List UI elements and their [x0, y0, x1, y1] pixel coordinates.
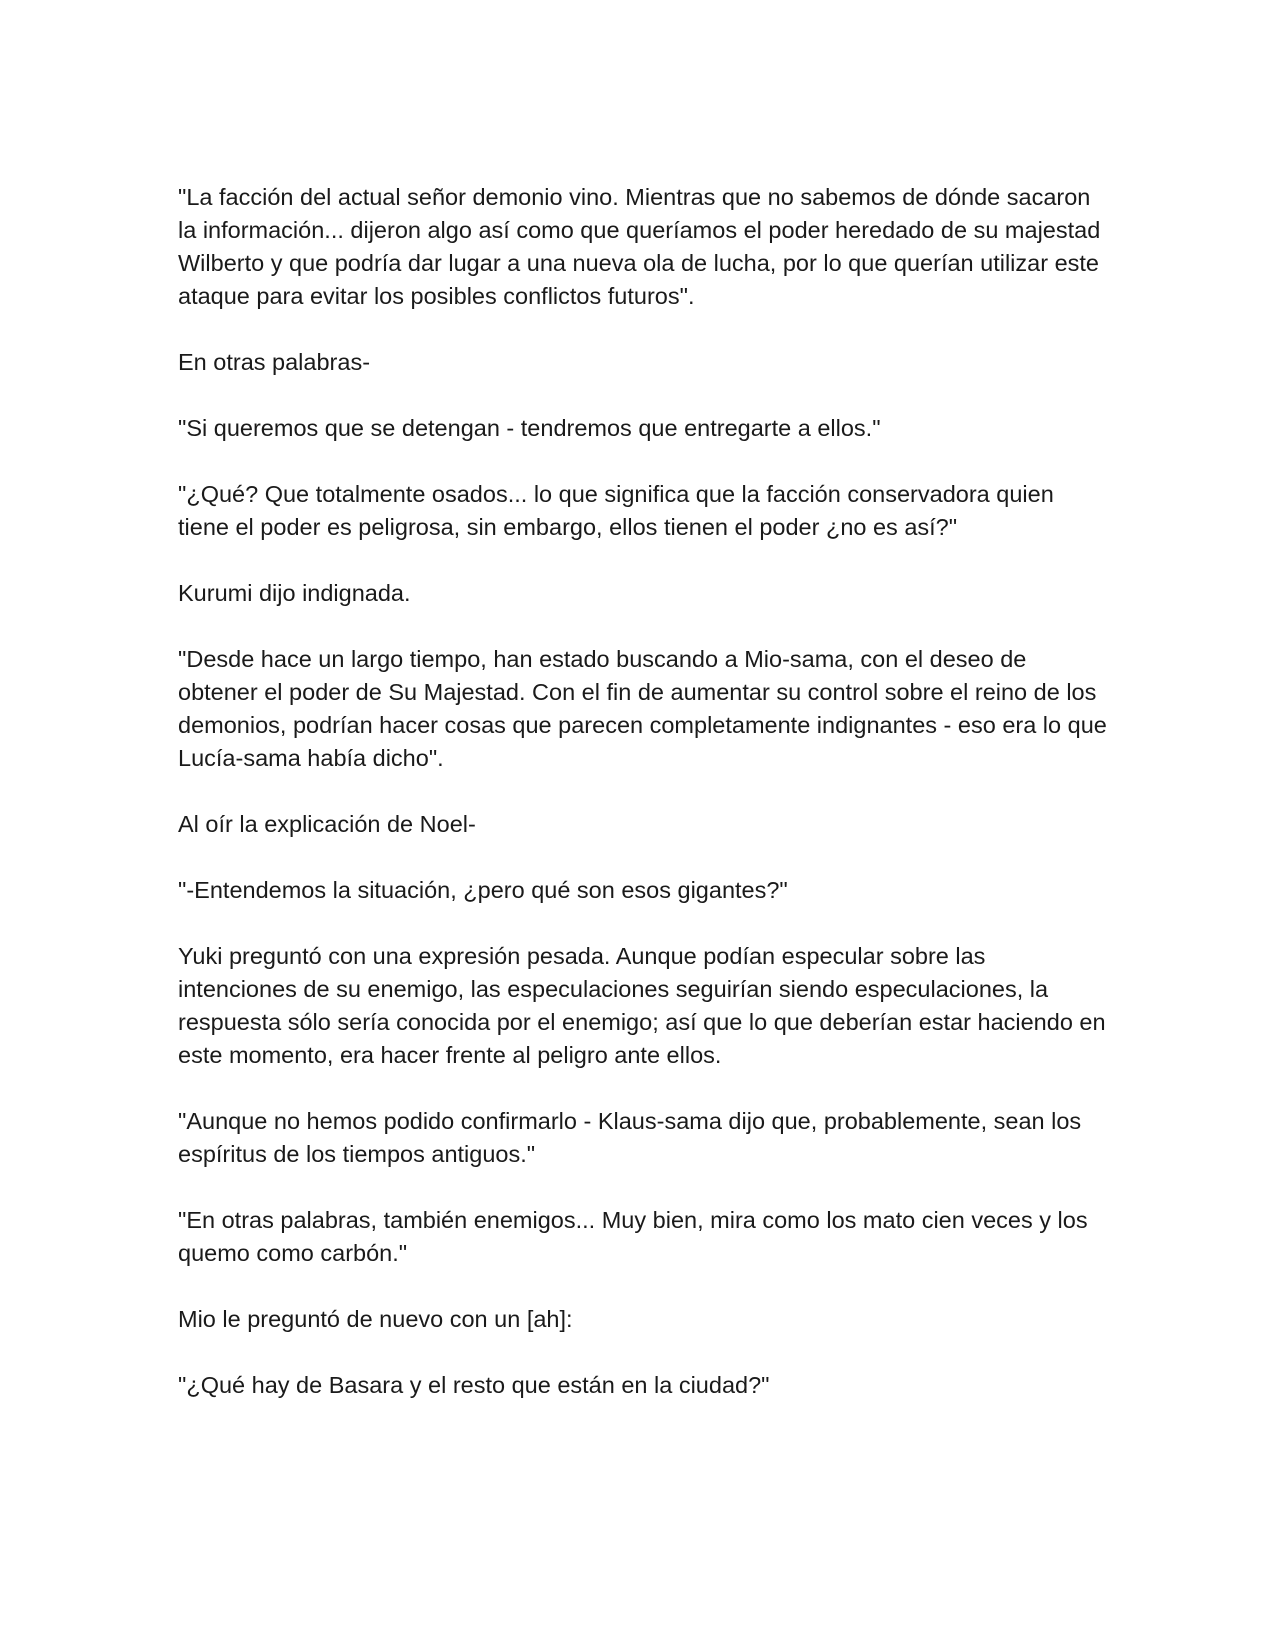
paragraph-8: "-Entendemos la situación, ¿pero qué son esos gigantes?" [178, 877, 788, 903]
paragraph-3: "Si queremos que se detengan - tendremos que entregarte a ellos." [178, 415, 881, 441]
paragraph-6: "Desde hace un largo tiempo, han estado buscando a Mio-sama, con el deseo de obtener el poder de Su Majestad. Con el fin de aumentar su control sobre el reino de los demonios, podrían hacer cosas que parecen completamente indignantes - eso era lo que Lucía-sama había dicho". [178, 646, 1107, 771]
paragraph-12: Mio le preguntó de nuevo con un [ah]: [178, 1306, 573, 1332]
paragraph-9: Yuki preguntó con una expresión pesada. Aunque podían especular sobre las intenciones de su enemigo, las especulaciones seguirían siendo especulaciones, la respuesta sólo sería conocida por el enemigo; así que lo que deberían estar haciendo en este momento, era hacer frente al peligro ante ellos. [178, 943, 1106, 1068]
paragraph-2: En otras palabras- [178, 349, 371, 375]
paragraph-5: Kurumi dijo indignada. [178, 580, 411, 606]
document-body [178, 181, 1108, 1435]
paragraph-4: "¿Qué? Que totalmente osados... lo que significa que la facción conservadora quien tiene el poder es peligrosa, sin embargo, ellos tienen el poder ¿no es así?" [178, 481, 1054, 540]
paragraph-11: "En otras palabras, también enemigos... Muy bien, mira como los mato cien veces y los quemo como carbón." [178, 1207, 1088, 1266]
paragraph-7: Al oír la explicación de Noel- [178, 811, 476, 837]
paragraph-1: "La facción del actual señor demonio vino. Mientras que no sabemos de dónde sacaron la información... dijeron algo así como que queríamos el poder heredado de su majestad Wilberto y que podría dar lugar a una nueva ola de lucha, por lo que querían utilizar este ataque para evitar los posibles conflictos futuros". [178, 184, 1101, 309]
paragraph-10: "Aunque no hemos podido confirmarlo - Klaus-sama dijo que, probablemente, sean los espíritus de los tiempos antiguos." [178, 1108, 1082, 1167]
paragraph-13: "¿Qué hay de Basara y el resto que están en la ciudad?" [178, 1372, 770, 1398]
